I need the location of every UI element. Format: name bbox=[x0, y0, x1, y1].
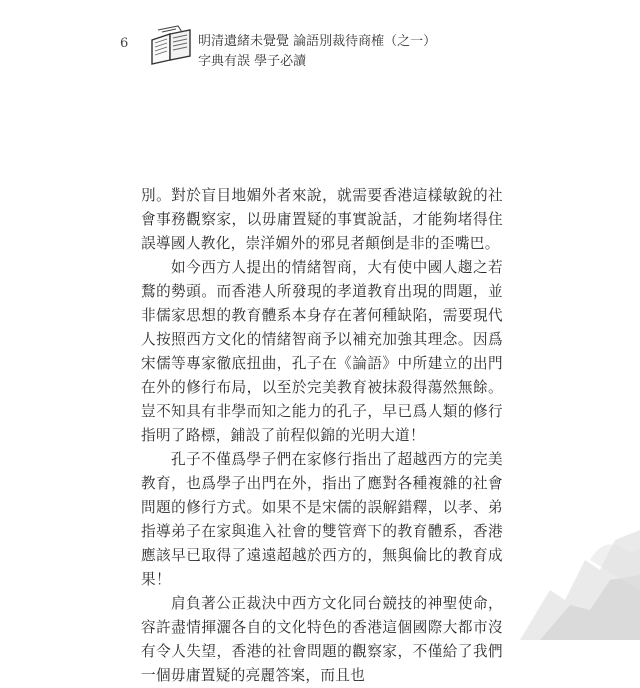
paragraph: 別。對於盲目地媚外者來說，就需要香港這樣敏銳的社會事務觀察家，以毋庸置疑的事實說話，才能夠堵得住誤導國人教化，崇洋媚外的邪見者顛倒是非的歪嘴巴。 bbox=[141, 187, 503, 252]
page-number: 6 bbox=[120, 36, 129, 51]
paragraph: 如今西方人提出的情緒智商，大有使中國人趨之若鶩的勢頭。而香港人所發現的孝道教育出現的問題，並非儒家思想的教育體系本身存在著何種缺陷，需要現代人按照西方文化的情緒智商予以補充加強其理念。因爲宋儒等專家徹底扭曲，孔子在《論語》中所建立的出門在外的修行布局，以至於完美教育被抹殺得蕩然無餘。豈不知具有非學而知之能力的孔子，早已爲人類的修行指明了路標，鋪設了前程似錦的光明大道！ bbox=[141, 259, 503, 444]
running-header bbox=[198, 32, 538, 72]
running-header-title: 明清遺緒未覺覺 論語別裁待商榷（之一） bbox=[198, 34, 437, 49]
paragraph: 肩負著公正裁決中西方文化同台競技的神聖使命，容許盡情揮灑各自的文化特色的香港這個國際大都市沒有令人失望，香港的社會問題的觀察家，不僅給了我們一個毋庸置疑的亮麗答案，而且也 bbox=[141, 595, 503, 684]
body-text bbox=[141, 184, 503, 688]
open-book-icon bbox=[148, 26, 194, 66]
running-header-subtitle: 字典有誤 學子必讀 bbox=[198, 54, 307, 69]
paragraph: 孔子不僅爲學子們在家修行指出了超越西方的完美教育，也爲學子出門在外，指出了應對各種複雜的社會問題的修行方式。如果不是宋儒的誤解錯釋，以孝、弟指導弟子在家與進入社會的雙管齊下的教育體系，香港應該早已取得了遠遠超越於西方的，無與倫比的教育成果！ bbox=[141, 451, 503, 588]
